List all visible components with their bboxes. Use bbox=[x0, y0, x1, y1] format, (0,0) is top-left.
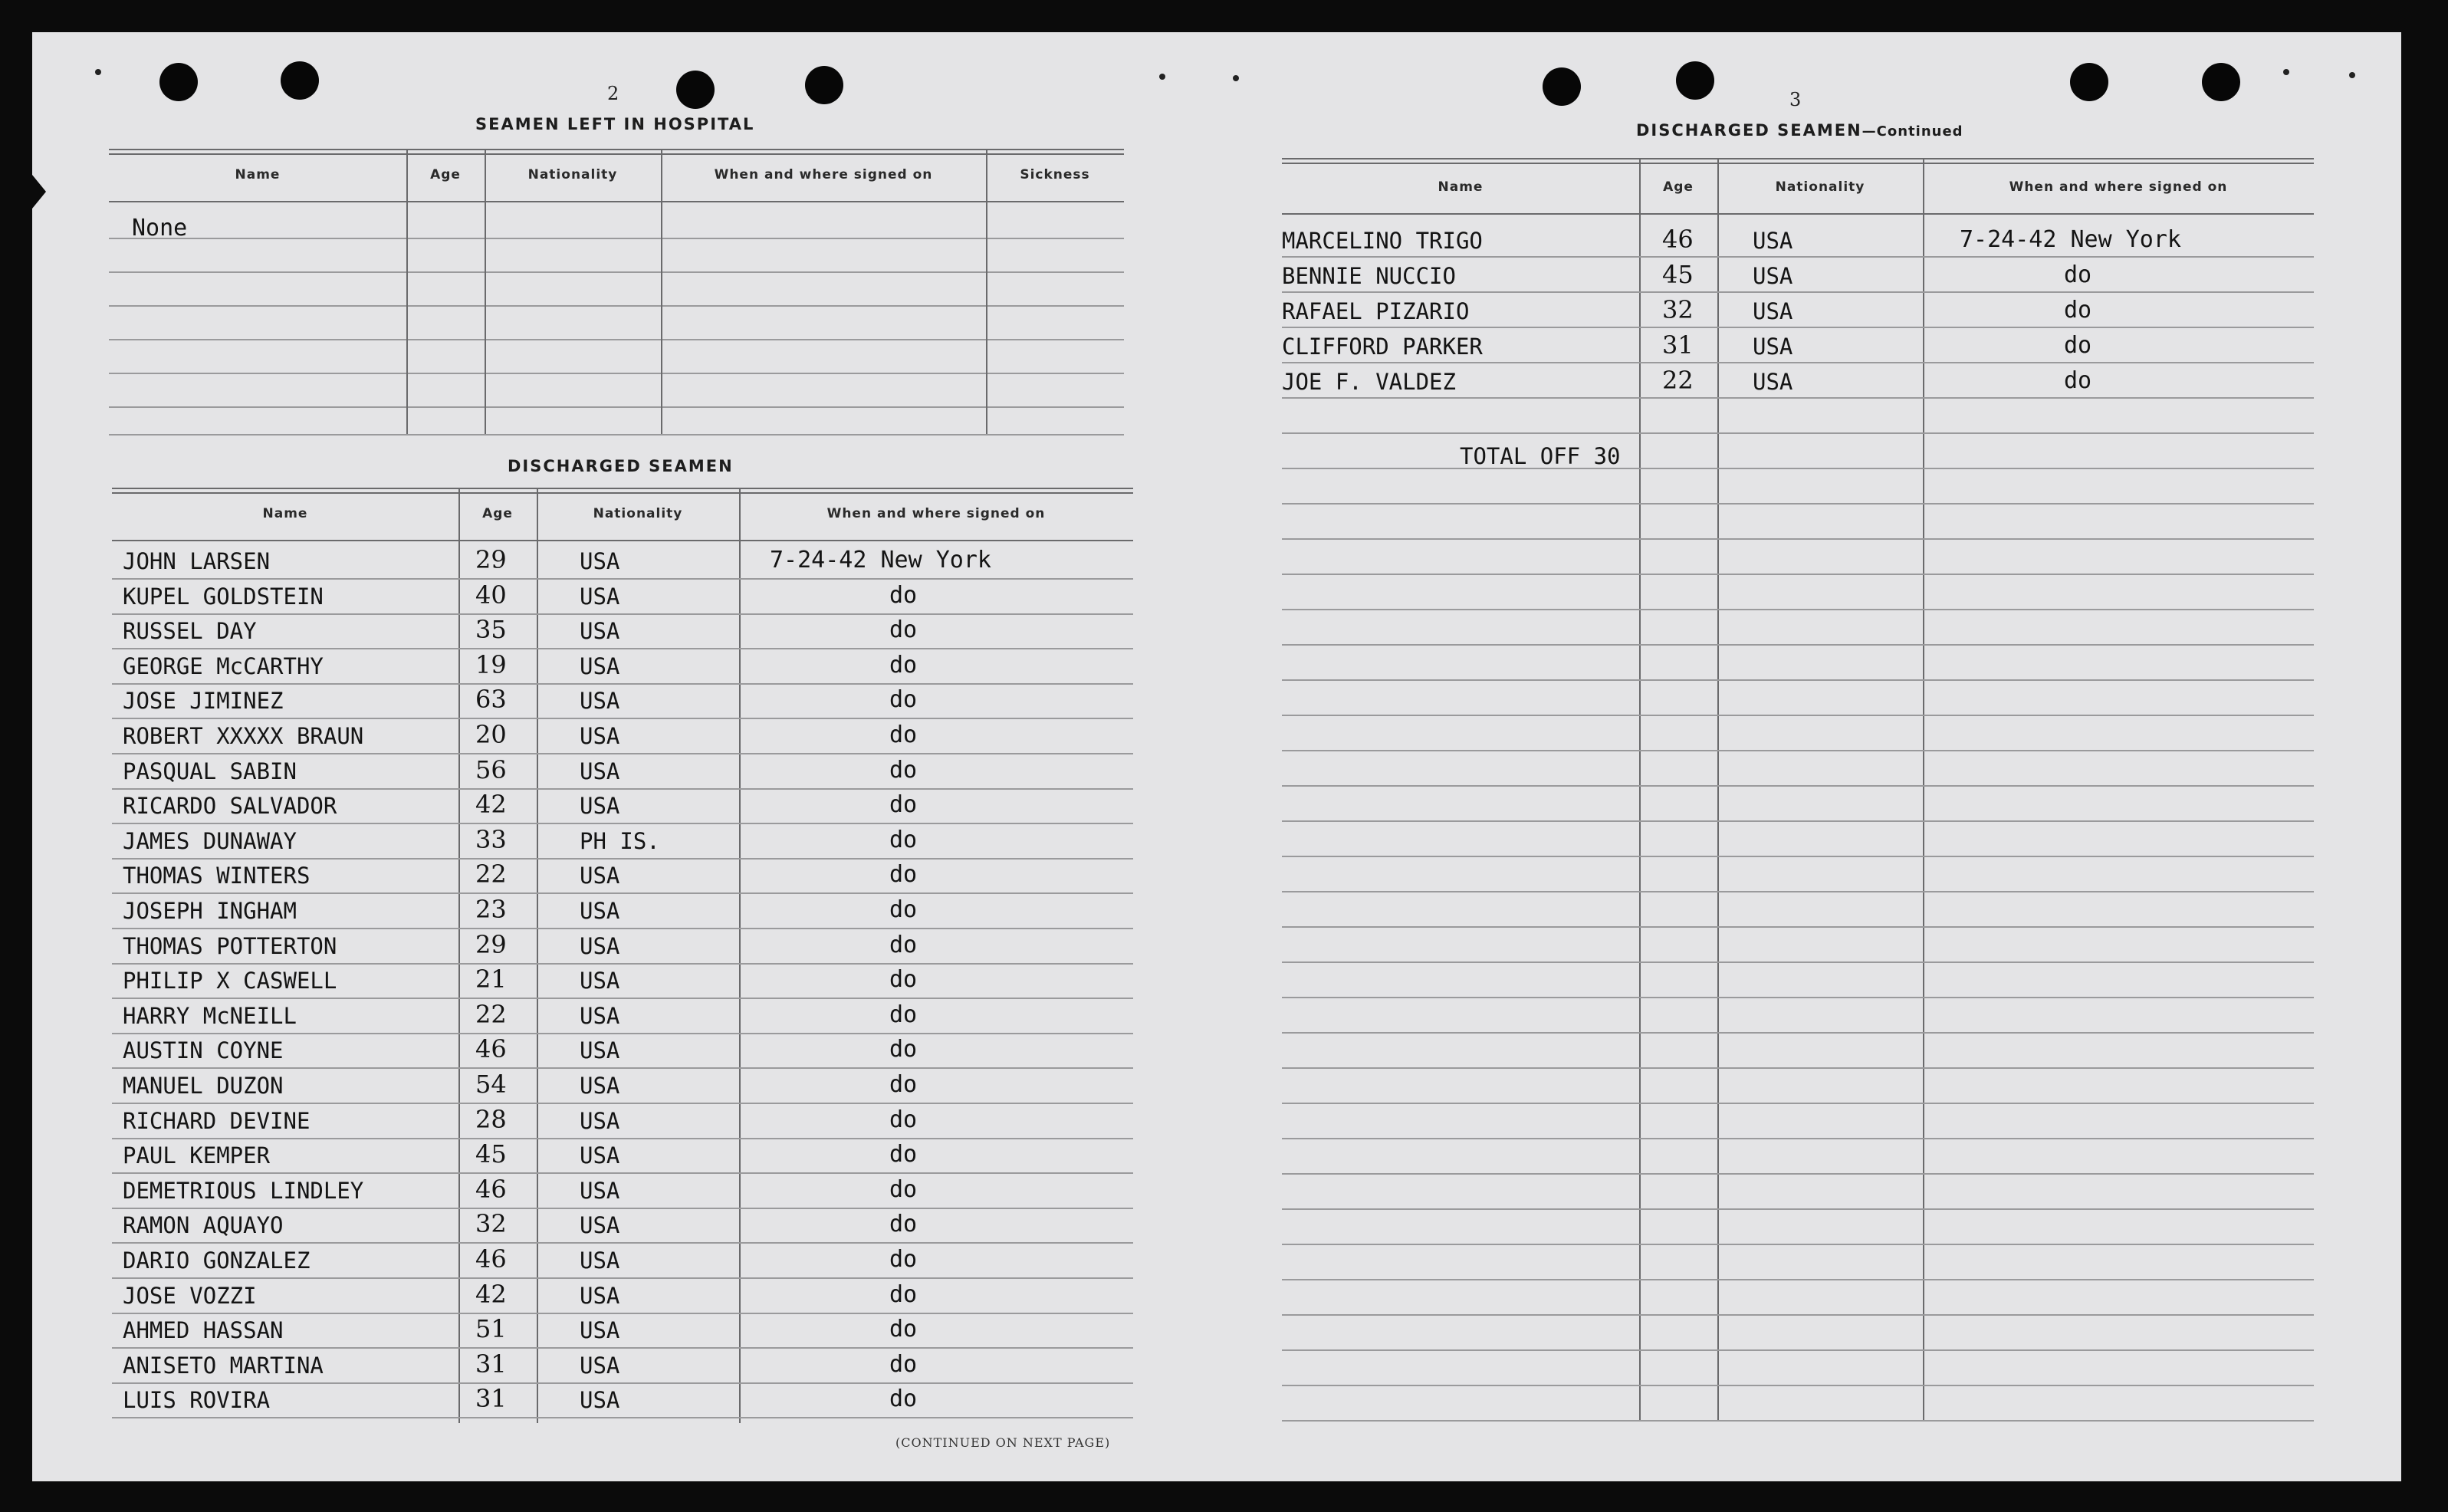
seaman-name: THOMAS POTTERTON bbox=[123, 933, 337, 959]
seaman-age: 42 bbox=[475, 1280, 507, 1309]
left-page-number: 2 bbox=[607, 83, 619, 104]
seaman-nationality: USA bbox=[580, 1178, 620, 1204]
seaman-signed-on: do bbox=[2064, 297, 2092, 324]
discharged-column-header: Age bbox=[482, 506, 513, 521]
table-rule bbox=[109, 434, 1124, 436]
seaman-signed-on: do bbox=[889, 791, 918, 818]
seaman-nationality: USA bbox=[580, 793, 620, 819]
row-rule bbox=[1282, 1385, 2314, 1386]
seaman-name: HARRY McNEILL bbox=[123, 1003, 297, 1029]
seaman-nationality: USA bbox=[580, 933, 620, 959]
seaman-age: 28 bbox=[475, 1105, 507, 1134]
seaman-signed-on: do bbox=[889, 1316, 918, 1343]
seaman-age: 45 bbox=[1662, 260, 1694, 289]
seaman-signed-on: do bbox=[889, 1106, 918, 1133]
right-title bbox=[1636, 121, 1963, 140]
seaman-age: 51 bbox=[475, 1314, 507, 1343]
seaman-nationality: USA bbox=[580, 618, 620, 644]
seaman-age: 45 bbox=[475, 1139, 507, 1169]
paper-speck bbox=[2283, 69, 2289, 75]
seaman-age: 63 bbox=[475, 685, 507, 714]
seaman-age: 46 bbox=[1662, 225, 1694, 254]
punch-hole bbox=[805, 66, 843, 104]
row-rule bbox=[1282, 715, 2314, 716]
discharged-column-header: When and where signed on bbox=[826, 506, 1046, 521]
seaman-signed-on: do bbox=[889, 1036, 918, 1063]
row-rule bbox=[112, 578, 1133, 580]
row-rule bbox=[112, 1033, 1133, 1034]
seaman-nationality: USA bbox=[580, 583, 620, 610]
row-rule bbox=[1282, 644, 2314, 646]
table-rule bbox=[112, 540, 1133, 541]
seaman-signed-on: do bbox=[889, 757, 918, 784]
seaman-name: PAUL KEMPER bbox=[123, 1142, 271, 1169]
row-rule bbox=[112, 648, 1133, 649]
row-rule bbox=[112, 1382, 1133, 1384]
row-rule bbox=[1282, 1279, 2314, 1280]
row-rule bbox=[1282, 397, 2314, 399]
row-rule bbox=[1282, 1208, 2314, 1210]
seaman-name: AHMED HASSAN bbox=[123, 1317, 284, 1343]
row-rule bbox=[1282, 538, 2314, 540]
seaman-name: GEORGE McCARTHY bbox=[123, 653, 324, 679]
seaman-name: MANUEL DUZON bbox=[123, 1073, 284, 1099]
seaman-signed-on: do bbox=[889, 1385, 918, 1412]
seaman-age: 54 bbox=[475, 1070, 507, 1099]
table-column-rule bbox=[485, 149, 486, 434]
seaman-signed-on: do bbox=[889, 652, 918, 679]
row-rule bbox=[1282, 327, 2314, 328]
seaman-age: 23 bbox=[475, 895, 507, 924]
row-rule bbox=[1282, 468, 2314, 469]
seaman-age: 46 bbox=[475, 1244, 507, 1274]
table-column-rule bbox=[537, 488, 538, 1423]
seaman-signed-on: do bbox=[889, 1001, 918, 1028]
seaman-name: PHILIP X CASWELL bbox=[123, 968, 337, 994]
seaman-nationality: USA bbox=[1753, 228, 1793, 254]
row-rule bbox=[1282, 1314, 2314, 1316]
row-rule bbox=[1282, 1244, 2314, 1245]
seaman-signed-on: do bbox=[2064, 367, 2092, 394]
row-rule bbox=[112, 858, 1133, 860]
seaman-signed-on: do bbox=[889, 1141, 918, 1168]
row-rule bbox=[112, 613, 1133, 615]
row-rule bbox=[1282, 856, 2314, 857]
seaman-age: 21 bbox=[475, 965, 507, 994]
seaman-signed-on: do bbox=[2064, 261, 2092, 288]
seaman-nationality: USA bbox=[1753, 369, 1793, 395]
row-rule bbox=[112, 1138, 1133, 1139]
row-rule bbox=[112, 1208, 1133, 1209]
punch-hole bbox=[281, 61, 319, 100]
right-column-header: Nationality bbox=[1775, 179, 1865, 195]
table-rule bbox=[109, 149, 1124, 150]
row-rule bbox=[1282, 1032, 2314, 1034]
seaman-name: KUPEL GOLDSTEIN bbox=[123, 583, 324, 610]
total-off: TOTAL OFF 30 bbox=[1460, 443, 1621, 469]
seaman-signed-on: do bbox=[889, 1071, 918, 1098]
table-rule bbox=[112, 492, 1133, 494]
seaman-nationality: USA bbox=[580, 1283, 620, 1309]
right-column-header: When and where signed on bbox=[2009, 179, 2228, 195]
row-rule bbox=[1282, 1138, 2314, 1139]
seaman-name: DEMETRIOUS LINDLEY bbox=[123, 1178, 364, 1204]
table-rule bbox=[112, 488, 1133, 489]
seaman-age: 22 bbox=[475, 860, 507, 889]
hospital-title: SEAMEN LEFT IN HOSPITAL bbox=[475, 115, 755, 133]
seaman-name: RICHARD DEVINE bbox=[123, 1108, 311, 1134]
seaman-age: 40 bbox=[475, 580, 507, 610]
seaman-name: MARCELINO TRIGO bbox=[1282, 228, 1483, 254]
hospital-column-header: Nationality bbox=[527, 167, 618, 182]
seaman-name: ROBERT XXXXX BRAUN bbox=[123, 723, 364, 749]
seaman-age: 32 bbox=[475, 1209, 507, 1238]
seaman-name: CLIFFORD PARKER bbox=[1282, 334, 1483, 360]
row-rule bbox=[112, 1417, 1133, 1418]
seaman-name: ANISETO MARTINA bbox=[123, 1353, 324, 1379]
seaman-nationality: USA bbox=[580, 1247, 620, 1274]
right-column-header: Age bbox=[1663, 179, 1694, 195]
seaman-nationality: USA bbox=[580, 1353, 620, 1379]
table-column-rule bbox=[661, 149, 662, 434]
seaman-signed-on: do bbox=[889, 896, 918, 923]
seaman-signed-on: do bbox=[889, 932, 918, 958]
table-column-rule bbox=[1923, 158, 1924, 1420]
row-rule bbox=[1282, 820, 2314, 822]
row-rule bbox=[1282, 1349, 2314, 1351]
row-rule bbox=[112, 718, 1133, 719]
row-rule bbox=[1282, 891, 2314, 892]
seaman-signed-on: do bbox=[889, 582, 918, 609]
seaman-age: 22 bbox=[475, 1000, 507, 1029]
seaman-name: JOE F. VALDEZ bbox=[1282, 369, 1456, 395]
seaman-signed-on: do bbox=[889, 721, 918, 748]
hospital-column-header: Age bbox=[430, 167, 461, 182]
seaman-nationality: USA bbox=[580, 863, 620, 889]
paper-speck bbox=[1159, 74, 1165, 80]
table-rule bbox=[109, 201, 1124, 202]
seaman-nationality: USA bbox=[580, 1317, 620, 1343]
seaman-signed-on: 7-24-42 New York bbox=[1960, 226, 2181, 253]
seaman-nationality: USA bbox=[580, 1003, 620, 1029]
seaman-signed-on: do bbox=[889, 966, 918, 993]
seaman-nationality: USA bbox=[580, 548, 620, 574]
seaman-name: DARIO GONZALEZ bbox=[123, 1247, 311, 1274]
paper-speck bbox=[95, 69, 101, 75]
seaman-nationality: USA bbox=[1753, 263, 1793, 289]
seaman-nationality: USA bbox=[580, 1108, 620, 1134]
seaman-nationality: PH IS. bbox=[580, 828, 660, 854]
row-rule bbox=[112, 1103, 1133, 1104]
seaman-age: 42 bbox=[475, 790, 507, 819]
hospital-column-header: Name bbox=[235, 167, 281, 182]
seaman-age: 46 bbox=[475, 1034, 507, 1063]
row-rule bbox=[112, 1172, 1133, 1174]
seaman-name: RICARDO SALVADOR bbox=[123, 793, 337, 819]
seaman-name: JOSE JIMINEZ bbox=[123, 688, 284, 714]
seaman-name: RAMON AQUAYO bbox=[123, 1212, 284, 1238]
seaman-nationality: USA bbox=[580, 1387, 620, 1413]
table-column-rule bbox=[739, 488, 741, 1423]
seaman-signed-on: do bbox=[889, 1281, 918, 1308]
row-rule bbox=[112, 683, 1133, 685]
row-rule bbox=[1282, 574, 2314, 575]
seaman-signed-on: do bbox=[889, 861, 918, 888]
seaman-nationality: USA bbox=[580, 1212, 620, 1238]
seaman-signed-on: do bbox=[889, 616, 918, 643]
row-rule bbox=[1282, 961, 2314, 963]
row-rule bbox=[112, 1067, 1133, 1069]
seaman-nationality: USA bbox=[580, 653, 620, 679]
table-column-rule bbox=[406, 149, 408, 434]
table-column-rule bbox=[1717, 158, 1719, 1420]
seaman-age: 46 bbox=[475, 1175, 507, 1204]
punch-hole bbox=[676, 71, 715, 109]
seaman-signed-on: do bbox=[889, 1211, 918, 1238]
punch-hole bbox=[2070, 63, 2108, 101]
seaman-name: PASQUAL SABIN bbox=[123, 758, 297, 784]
row-rule bbox=[1282, 1067, 2314, 1069]
seaman-age: 33 bbox=[475, 825, 507, 854]
hospital-none-entry: None bbox=[132, 215, 188, 242]
table-rule bbox=[109, 238, 1124, 239]
seaman-age: 19 bbox=[475, 650, 507, 679]
continued-note: (CONTINUED ON NEXT PAGE) bbox=[895, 1435, 1111, 1450]
seaman-age: 31 bbox=[475, 1384, 507, 1413]
row-rule bbox=[1282, 1420, 2314, 1422]
seaman-signed-on: 7-24-42 New York bbox=[770, 547, 991, 574]
seaman-name: LUIS ROVIRA bbox=[123, 1387, 271, 1413]
right-title-main: DISCHARGED SEAMEN bbox=[1636, 121, 1862, 140]
row-rule bbox=[1282, 503, 2314, 505]
punch-hole bbox=[1676, 61, 1714, 100]
seaman-age: 20 bbox=[475, 720, 507, 749]
seaman-name: JOSE VOZZI bbox=[123, 1283, 257, 1309]
discharged-column-header: Name bbox=[262, 506, 308, 521]
table-rule bbox=[109, 305, 1124, 307]
table-rule bbox=[109, 339, 1124, 340]
seaman-nationality: USA bbox=[580, 1037, 620, 1063]
row-rule bbox=[1282, 785, 2314, 787]
table-column-rule bbox=[458, 488, 460, 1423]
seaman-age: 31 bbox=[1662, 330, 1694, 360]
row-rule bbox=[112, 928, 1133, 929]
seaman-name: RUSSEL DAY bbox=[123, 618, 257, 644]
seaman-nationality: USA bbox=[580, 968, 620, 994]
seaman-signed-on: do bbox=[889, 827, 918, 853]
table-rule bbox=[109, 153, 1124, 155]
row-rule bbox=[112, 1313, 1133, 1314]
seaman-signed-on: do bbox=[889, 686, 918, 713]
seaman-nationality: USA bbox=[580, 723, 620, 749]
seaman-name: JAMES DUNAWAY bbox=[123, 828, 297, 854]
seaman-age: 31 bbox=[475, 1349, 507, 1379]
hospital-column-header: When and where signed on bbox=[714, 167, 933, 182]
table-rule bbox=[109, 406, 1124, 408]
discharged-title: DISCHARGED SEAMEN bbox=[508, 457, 734, 475]
row-rule bbox=[1282, 362, 2314, 363]
row-rule bbox=[1282, 679, 2314, 681]
row-rule bbox=[112, 998, 1133, 999]
hospital-column-header: Sickness bbox=[1020, 167, 1090, 182]
seaman-nationality: USA bbox=[1753, 334, 1793, 360]
seaman-signed-on: do bbox=[889, 1351, 918, 1378]
table-rule bbox=[1282, 158, 2314, 159]
paper-speck bbox=[1233, 75, 1239, 81]
seaman-nationality: USA bbox=[580, 758, 620, 784]
row-rule bbox=[112, 753, 1133, 754]
seaman-name: JOHN LARSEN bbox=[123, 548, 271, 574]
row-rule bbox=[112, 963, 1133, 965]
seaman-nationality: USA bbox=[580, 1142, 620, 1169]
seaman-nationality: USA bbox=[580, 898, 620, 924]
seaman-signed-on: do bbox=[2064, 332, 2092, 359]
row-rule bbox=[112, 1242, 1133, 1244]
discharged-column-header: Nationality bbox=[593, 506, 683, 521]
row-rule bbox=[1282, 256, 2314, 258]
row-rule bbox=[112, 788, 1133, 790]
row-rule bbox=[1282, 997, 2314, 998]
seaman-nationality: USA bbox=[580, 1073, 620, 1099]
table-rule bbox=[109, 271, 1124, 273]
seaman-name: BENNIE NUCCIO bbox=[1282, 263, 1456, 289]
row-rule bbox=[112, 892, 1133, 894]
row-rule bbox=[1282, 291, 2314, 293]
seaman-age: 29 bbox=[475, 545, 507, 574]
right-column-header: Name bbox=[1438, 179, 1484, 195]
page-notch bbox=[32, 175, 46, 209]
row-rule bbox=[1282, 750, 2314, 751]
row-rule bbox=[1282, 432, 2314, 434]
row-rule bbox=[112, 1277, 1133, 1279]
seaman-nationality: USA bbox=[580, 688, 620, 714]
row-rule bbox=[1282, 926, 2314, 928]
seaman-age: 22 bbox=[1662, 366, 1694, 395]
row-rule bbox=[1282, 1173, 2314, 1175]
seaman-age: 35 bbox=[475, 615, 507, 644]
table-column-rule bbox=[1639, 158, 1641, 1420]
row-rule bbox=[1282, 609, 2314, 610]
seaman-age: 56 bbox=[475, 755, 507, 784]
seaman-name: RAFAEL PIZARIO bbox=[1282, 298, 1470, 324]
seaman-signed-on: do bbox=[889, 1246, 918, 1273]
table-rule bbox=[109, 373, 1124, 374]
right-title-continued: —Continued bbox=[1861, 123, 1963, 140]
row-rule bbox=[1282, 1103, 2314, 1104]
punch-hole bbox=[159, 63, 198, 101]
seaman-name: JOSEPH INGHAM bbox=[123, 898, 297, 924]
seaman-signed-on: do bbox=[889, 1176, 918, 1203]
table-column-rule bbox=[986, 149, 987, 434]
seaman-name: THOMAS WINTERS bbox=[123, 863, 311, 889]
seaman-age: 32 bbox=[1662, 295, 1694, 324]
seaman-age: 29 bbox=[475, 930, 507, 959]
punch-hole bbox=[2202, 63, 2240, 101]
seaman-name: AUSTIN COYNE bbox=[123, 1037, 284, 1063]
table-rule bbox=[1282, 163, 2314, 164]
punch-hole bbox=[1543, 67, 1581, 106]
table-rule bbox=[1282, 213, 2314, 215]
seaman-nationality: USA bbox=[1753, 298, 1793, 324]
row-rule bbox=[112, 1347, 1133, 1349]
row-rule bbox=[112, 823, 1133, 824]
right-page-number: 3 bbox=[1789, 89, 1802, 110]
paper-speck bbox=[2349, 72, 2355, 78]
